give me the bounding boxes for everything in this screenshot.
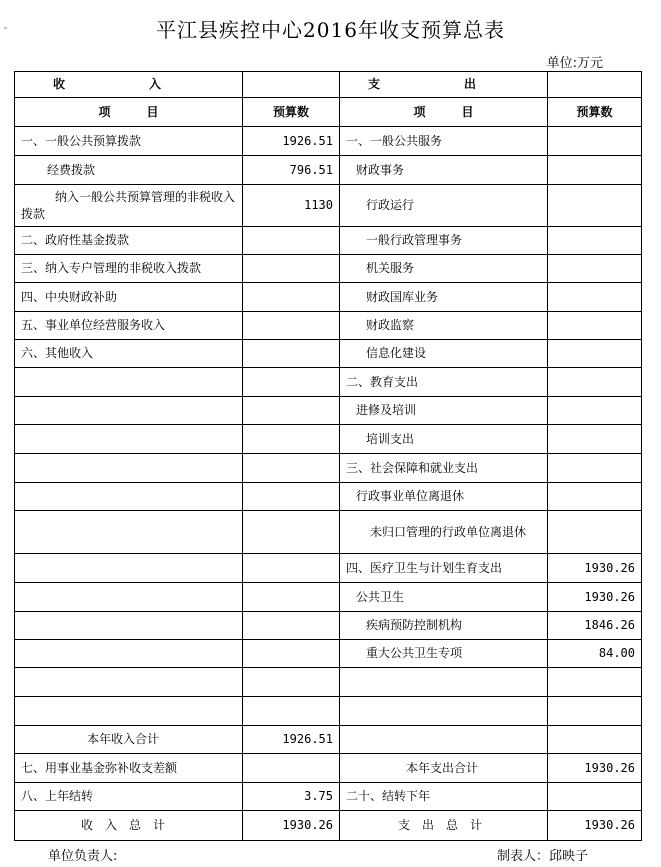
expense-item xyxy=(340,668,548,697)
table-row xyxy=(15,368,642,397)
expense-item: 财政事务 xyxy=(340,156,548,185)
expense-value xyxy=(548,511,642,554)
unit-label: 单位:万元 xyxy=(546,56,603,71)
table-row xyxy=(15,255,642,283)
expense-item: 公共卫生 xyxy=(340,583,548,612)
table-row xyxy=(15,127,642,156)
expense-value xyxy=(548,454,642,483)
table-row xyxy=(15,511,642,554)
income-item: 七、用事业基金弥补收支差额 xyxy=(15,754,243,783)
expense-value xyxy=(548,726,642,754)
expense-value xyxy=(548,340,642,368)
blank-cell xyxy=(243,72,340,98)
expense-item: 财政国库业务 xyxy=(340,283,548,312)
expense-value xyxy=(548,668,642,697)
income-item xyxy=(15,511,243,554)
expense-item: 财政监察 xyxy=(340,312,548,340)
income-item xyxy=(15,397,243,425)
expense-value xyxy=(548,312,642,340)
income-value xyxy=(243,483,340,511)
table-row xyxy=(15,583,642,612)
income-section-header: 收 入 xyxy=(15,72,243,98)
income-value: 1930.26 xyxy=(243,811,340,841)
expense-value xyxy=(548,227,642,255)
table-row xyxy=(15,156,642,185)
expense-item: 信息化建设 xyxy=(340,340,548,368)
table-row xyxy=(15,754,642,783)
income-item: 本年收入合计 xyxy=(15,726,243,754)
income-value: 1926.51 xyxy=(243,726,340,754)
table-row xyxy=(15,640,642,668)
table-row xyxy=(15,811,642,841)
expense-value xyxy=(548,697,642,726)
expense-item: 四、医疗卫生与计划生育支出 xyxy=(340,554,548,583)
income-value xyxy=(243,511,340,554)
table-row xyxy=(15,425,642,454)
expense-item: 行政运行 xyxy=(340,185,548,227)
income-item: 收 入 总 计 xyxy=(15,811,243,841)
income-value xyxy=(243,697,340,726)
income-item: 一、一般公共预算拨款 xyxy=(15,127,243,156)
expense-item-header: 项 目 xyxy=(340,98,548,127)
expense-item: 支 出 总 计 xyxy=(340,811,548,841)
column-header-row xyxy=(15,98,642,127)
income-item: 三、纳入专户管理的非税收入拨款 xyxy=(15,255,243,283)
income-value xyxy=(243,612,340,640)
expense-item: 未归口管理的行政单位离退休 xyxy=(340,511,548,554)
expense-item: 进修及培训 xyxy=(340,397,548,425)
income-value xyxy=(243,640,340,668)
page-title: 平江县疾控中心2016年收支预算总表 xyxy=(156,18,505,42)
income-item: 经费拨款 xyxy=(15,156,243,185)
expense-item xyxy=(340,726,548,754)
income-value xyxy=(243,397,340,425)
income-item xyxy=(15,454,243,483)
footer-preparer: 制表人：邱映子 xyxy=(497,849,589,864)
expense-item xyxy=(340,697,548,726)
income-item: 五、事业单位经营服务收入 xyxy=(15,312,243,340)
income-value: 796.51 xyxy=(243,156,340,185)
table-row xyxy=(15,227,642,255)
income-value: 1130 xyxy=(243,185,340,227)
corner-mark-icon: ⌄ xyxy=(2,22,9,31)
income-item: 二、政府性基金拨款 xyxy=(15,227,243,255)
budget-table xyxy=(14,71,642,841)
table-row xyxy=(15,185,642,227)
table-row xyxy=(15,668,642,697)
income-item xyxy=(15,668,243,697)
expense-item: 二、教育支出 xyxy=(340,368,548,397)
table-row xyxy=(15,726,642,754)
section-header-row xyxy=(15,72,642,98)
footer-responsible: 单位负责人: xyxy=(48,849,118,864)
table-row xyxy=(15,312,642,340)
income-value xyxy=(243,340,340,368)
expense-section-header: 支 出 xyxy=(340,72,548,98)
expense-value xyxy=(548,185,642,227)
income-item: 六、其他收入 xyxy=(15,340,243,368)
expense-item: 疾病预防控制机构 xyxy=(340,612,548,640)
expense-value xyxy=(548,156,642,185)
income-value xyxy=(243,668,340,697)
expense-item: 行政事业单位离退休 xyxy=(340,483,548,511)
income-value: 1926.51 xyxy=(243,127,340,156)
expense-item: 一、一般公共服务 xyxy=(340,127,548,156)
expense-value xyxy=(548,127,642,156)
income-value xyxy=(243,227,340,255)
blank-cell xyxy=(548,72,642,98)
expense-value: 1846.26 xyxy=(548,612,642,640)
expense-item: 重大公共卫生专项 xyxy=(340,640,548,668)
income-budget-header: 预算数 xyxy=(243,98,340,127)
table-row xyxy=(15,612,642,640)
expense-value: 1930.26 xyxy=(548,811,642,841)
expense-value xyxy=(548,483,642,511)
table-row xyxy=(15,554,642,583)
income-item xyxy=(15,612,243,640)
income-item xyxy=(15,483,243,511)
income-item xyxy=(15,368,243,397)
expense-item: 三、社会保障和就业支出 xyxy=(340,454,548,483)
income-item xyxy=(15,697,243,726)
expense-value xyxy=(548,255,642,283)
income-value xyxy=(243,283,340,312)
expense-value: 1930.26 xyxy=(548,554,642,583)
expense-budget-header: 预算数 xyxy=(548,98,642,127)
income-item xyxy=(15,640,243,668)
expense-item: 培训支出 xyxy=(340,425,548,454)
income-value xyxy=(243,312,340,340)
expense-value: 1930.26 xyxy=(548,583,642,612)
expense-value: 84.00 xyxy=(548,640,642,668)
income-value xyxy=(243,454,340,483)
expense-value xyxy=(548,368,642,397)
expense-value xyxy=(548,397,642,425)
expense-value xyxy=(548,783,642,811)
income-value xyxy=(243,425,340,454)
expense-value xyxy=(548,425,642,454)
table-row xyxy=(15,340,642,368)
table-row xyxy=(15,783,642,811)
income-item xyxy=(15,554,243,583)
table-row xyxy=(15,483,642,511)
income-item: 纳入一般公共预算管理的非税收入拨款 xyxy=(15,185,243,227)
income-value xyxy=(243,368,340,397)
expense-item: 本年支出合计 xyxy=(340,754,548,783)
income-item xyxy=(15,583,243,612)
income-item: 四、中央财政补助 xyxy=(15,283,243,312)
income-value xyxy=(243,255,340,283)
table-row xyxy=(15,397,642,425)
table-row xyxy=(15,283,642,312)
income-value xyxy=(243,554,340,583)
table-row xyxy=(15,697,642,726)
expense-item: 机关服务 xyxy=(340,255,548,283)
income-value xyxy=(243,583,340,612)
expense-value: 1930.26 xyxy=(548,754,642,783)
income-value: 3.75 xyxy=(243,783,340,811)
income-value xyxy=(243,754,340,783)
expense-item: 二十、结转下年 xyxy=(340,783,548,811)
income-item-header: 项 目 xyxy=(15,98,243,127)
table-row xyxy=(15,454,642,483)
income-item xyxy=(15,425,243,454)
income-item: 八、上年结转 xyxy=(15,783,243,811)
expense-value xyxy=(548,283,642,312)
expense-item: 一般行政管理事务 xyxy=(340,227,548,255)
